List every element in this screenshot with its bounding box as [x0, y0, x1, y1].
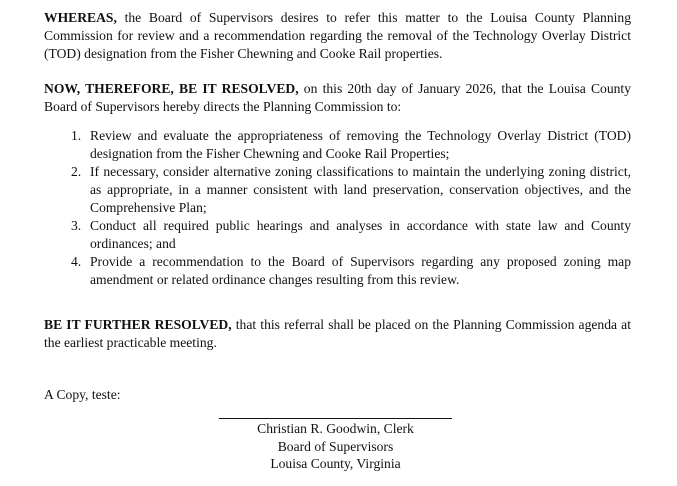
whereas-lead: WHEREAS, — [44, 10, 117, 25]
directive-number: 1. — [71, 128, 82, 143]
copy-teste-label: A Copy, teste: — [44, 387, 121, 402]
directive-item-2 — [66, 163, 631, 217]
directive-number: 4. — [71, 254, 82, 269]
resolved-paragraph — [44, 80, 631, 116]
directive-number: 3. — [71, 218, 82, 233]
further-text: that this referral shall be placed on the Planning Commission agenda at the earliest practicable meeting. — [44, 317, 631, 350]
directive-text: Conduct all required public hearings and analyses in accordance with state law and County ordinances; and — [90, 218, 631, 251]
clerk-body: Board of Supervisors — [277, 438, 394, 454]
directive-item-1 — [66, 127, 631, 163]
signature-block — [219, 420, 452, 473]
signature-line — [219, 418, 452, 419]
further-lead: BE IT FURTHER RESOLVED, — [44, 317, 232, 332]
directive-text: Review and evaluate the appropriateness of removing the Technology Overlay District (TOD) designation from the Fisher Chewning and Cooke Rail Properties; — [90, 128, 631, 161]
directive-list — [66, 127, 631, 289]
resolved-lead: NOW, THEREFORE, BE IT RESOLVED, — [44, 81, 299, 96]
whereas-paragraph — [44, 9, 631, 63]
directive-item-3 — [66, 217, 631, 253]
directive-text: If necessary, consider alternative zoning classifications to maintain the underlying zoning district, as appropriate, in a manner consistent with land preservation, conservation objectives, and the Comprehensive Plan; — [90, 164, 631, 215]
clerk-location: Louisa County, Virginia — [270, 456, 401, 471]
further-resolved-paragraph — [44, 316, 631, 352]
whereas-text: the Board of Supervisors desires to refer this matter to the Louisa County Planning Commission for review and a recommendation regarding the removal of the Technology Overlay District (TOD) designation from the Fisher Chewning and Cooke Rail properties. — [44, 10, 631, 61]
directive-item-4 — [66, 253, 631, 289]
resolved-text: on this 20th day of January 2026, that the Louisa County Board of Supervisors hereby directs the Planning Commission to: — [44, 81, 631, 114]
directive-number: 2. — [71, 164, 82, 179]
directive-text: Provide a recommendation to the Board of Supervisors regarding any proposed zoning map amendment or related ordinance changes resulting from this review. — [90, 254, 631, 287]
clerk-name: Christian R. Goodwin, Clerk — [257, 421, 414, 436]
